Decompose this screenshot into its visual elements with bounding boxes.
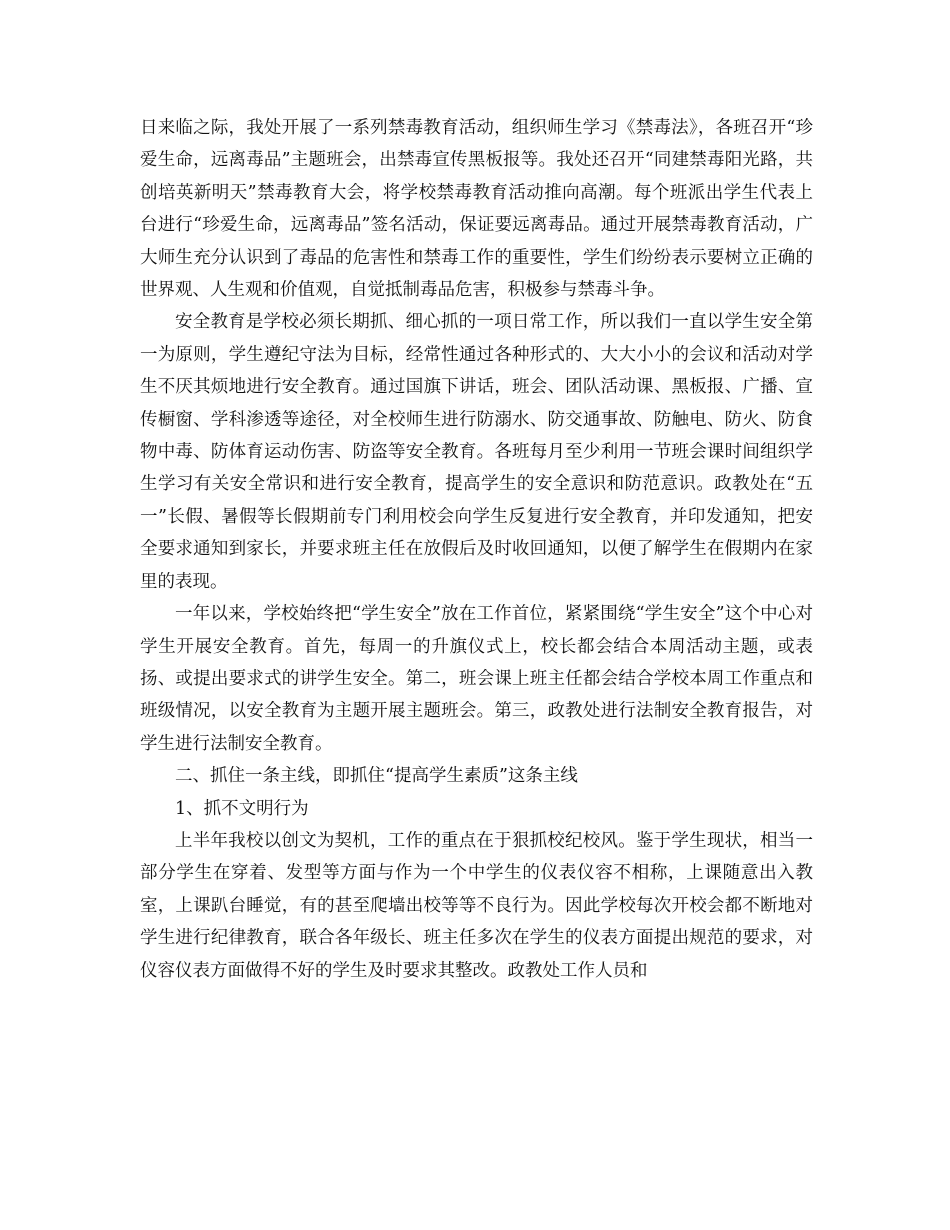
paragraph-drug-education: 日来临之际，我处开展了一系列禁毒教育活动，组织师生学习《禁毒法》，各班召开“珍爱生命，远离毒品”主题班会，出禁毒宣传黑板报等。我处还召开“同建禁毒阳光路，共创培英新明天”禁毒教育大会，将学校禁毒教育活动推向高潮。每个班派出学生代表上台进行“珍爱生命，远离毒品”签名活动，保证要远离毒品。通过开展禁毒教育活动，广大师生充分认识到了毒品的危害性和禁毒工作的重要性，学生们纷纷表示要树立正确的世界观、人生观和价值观，自觉抵制毒品危害，积极参与禁毒斗争。 xyxy=(140,118,813,301)
document-page xyxy=(140,112,813,987)
section-heading-main-line: 二、抓住一条主线，即抓住“提高学生素质”这条主线 xyxy=(175,766,578,787)
paragraph-year-review: 一年以来，学校始终把“学生安全”放在工作首位，紧紧围绕“学生安全”这个中心对学生开展安全教育。首先，每周一的升旗仪式上，校长都会结合本周活动主题，或表扬、或提出要求式的讲学生安全。第二，班会课上班主任都会结合学校本周工作重点和班级情况，以安全教育为主题开展主题班会。第三，政教处进行法制安全教育报告，对学生进行法制安全教育。 xyxy=(140,604,813,754)
paragraph-safety-education: 安全教育是学校必须长期抓、细心抓的一项日常工作，所以我们一直以学生安全第一为原则，学生遵纪守法为目标，经常性通过各种形式的、大大小小的会议和活动对学生不厌其烦地进行安全教育。通过国旗下讲话，班会、团队活动课、黑板报、广播、宣传橱窗、学科渗透等途径，对全校师生进行防溺水、防交通事故、防触电、防火、防食物中毒、防体育运动伤害、防盗等安全教育。各班每月至少利用一节班会课时间组织学生学习有关安全常识和进行安全教育，提高学生的安全意识和防范意识。政教处在“五一”长假、暑假等长假期前专门利用校会向学生反复进行安全教育，并印发通知，把安全要求通知到家长，并要求班主任在放假后及时收回通知，以便了解学生在假期内在家里的表现。 xyxy=(140,312,813,592)
paragraph-school-discipline: 上半年我校以创文为契机，工作的重点在于狠抓校纪校风。鉴于学生现状，相当一部分学生在穿着、发型等方面与作为一个中学生的仪表仪容不相称，上课随意出入教室，上课趴台睡觉，有的甚至爬墙出校等等不良行为。因此学校每次开校会都不断地对学生进行纪律教育，联合各年级长、班主任多次在学生的仪表方面提出规范的要求，对仪容仪表方面做得不好的学生及时要求其整改。政教处工作人员和 xyxy=(140,830,813,981)
subsection-heading-uncivil-behavior: 1、抓不文明行为 xyxy=(175,798,309,819)
